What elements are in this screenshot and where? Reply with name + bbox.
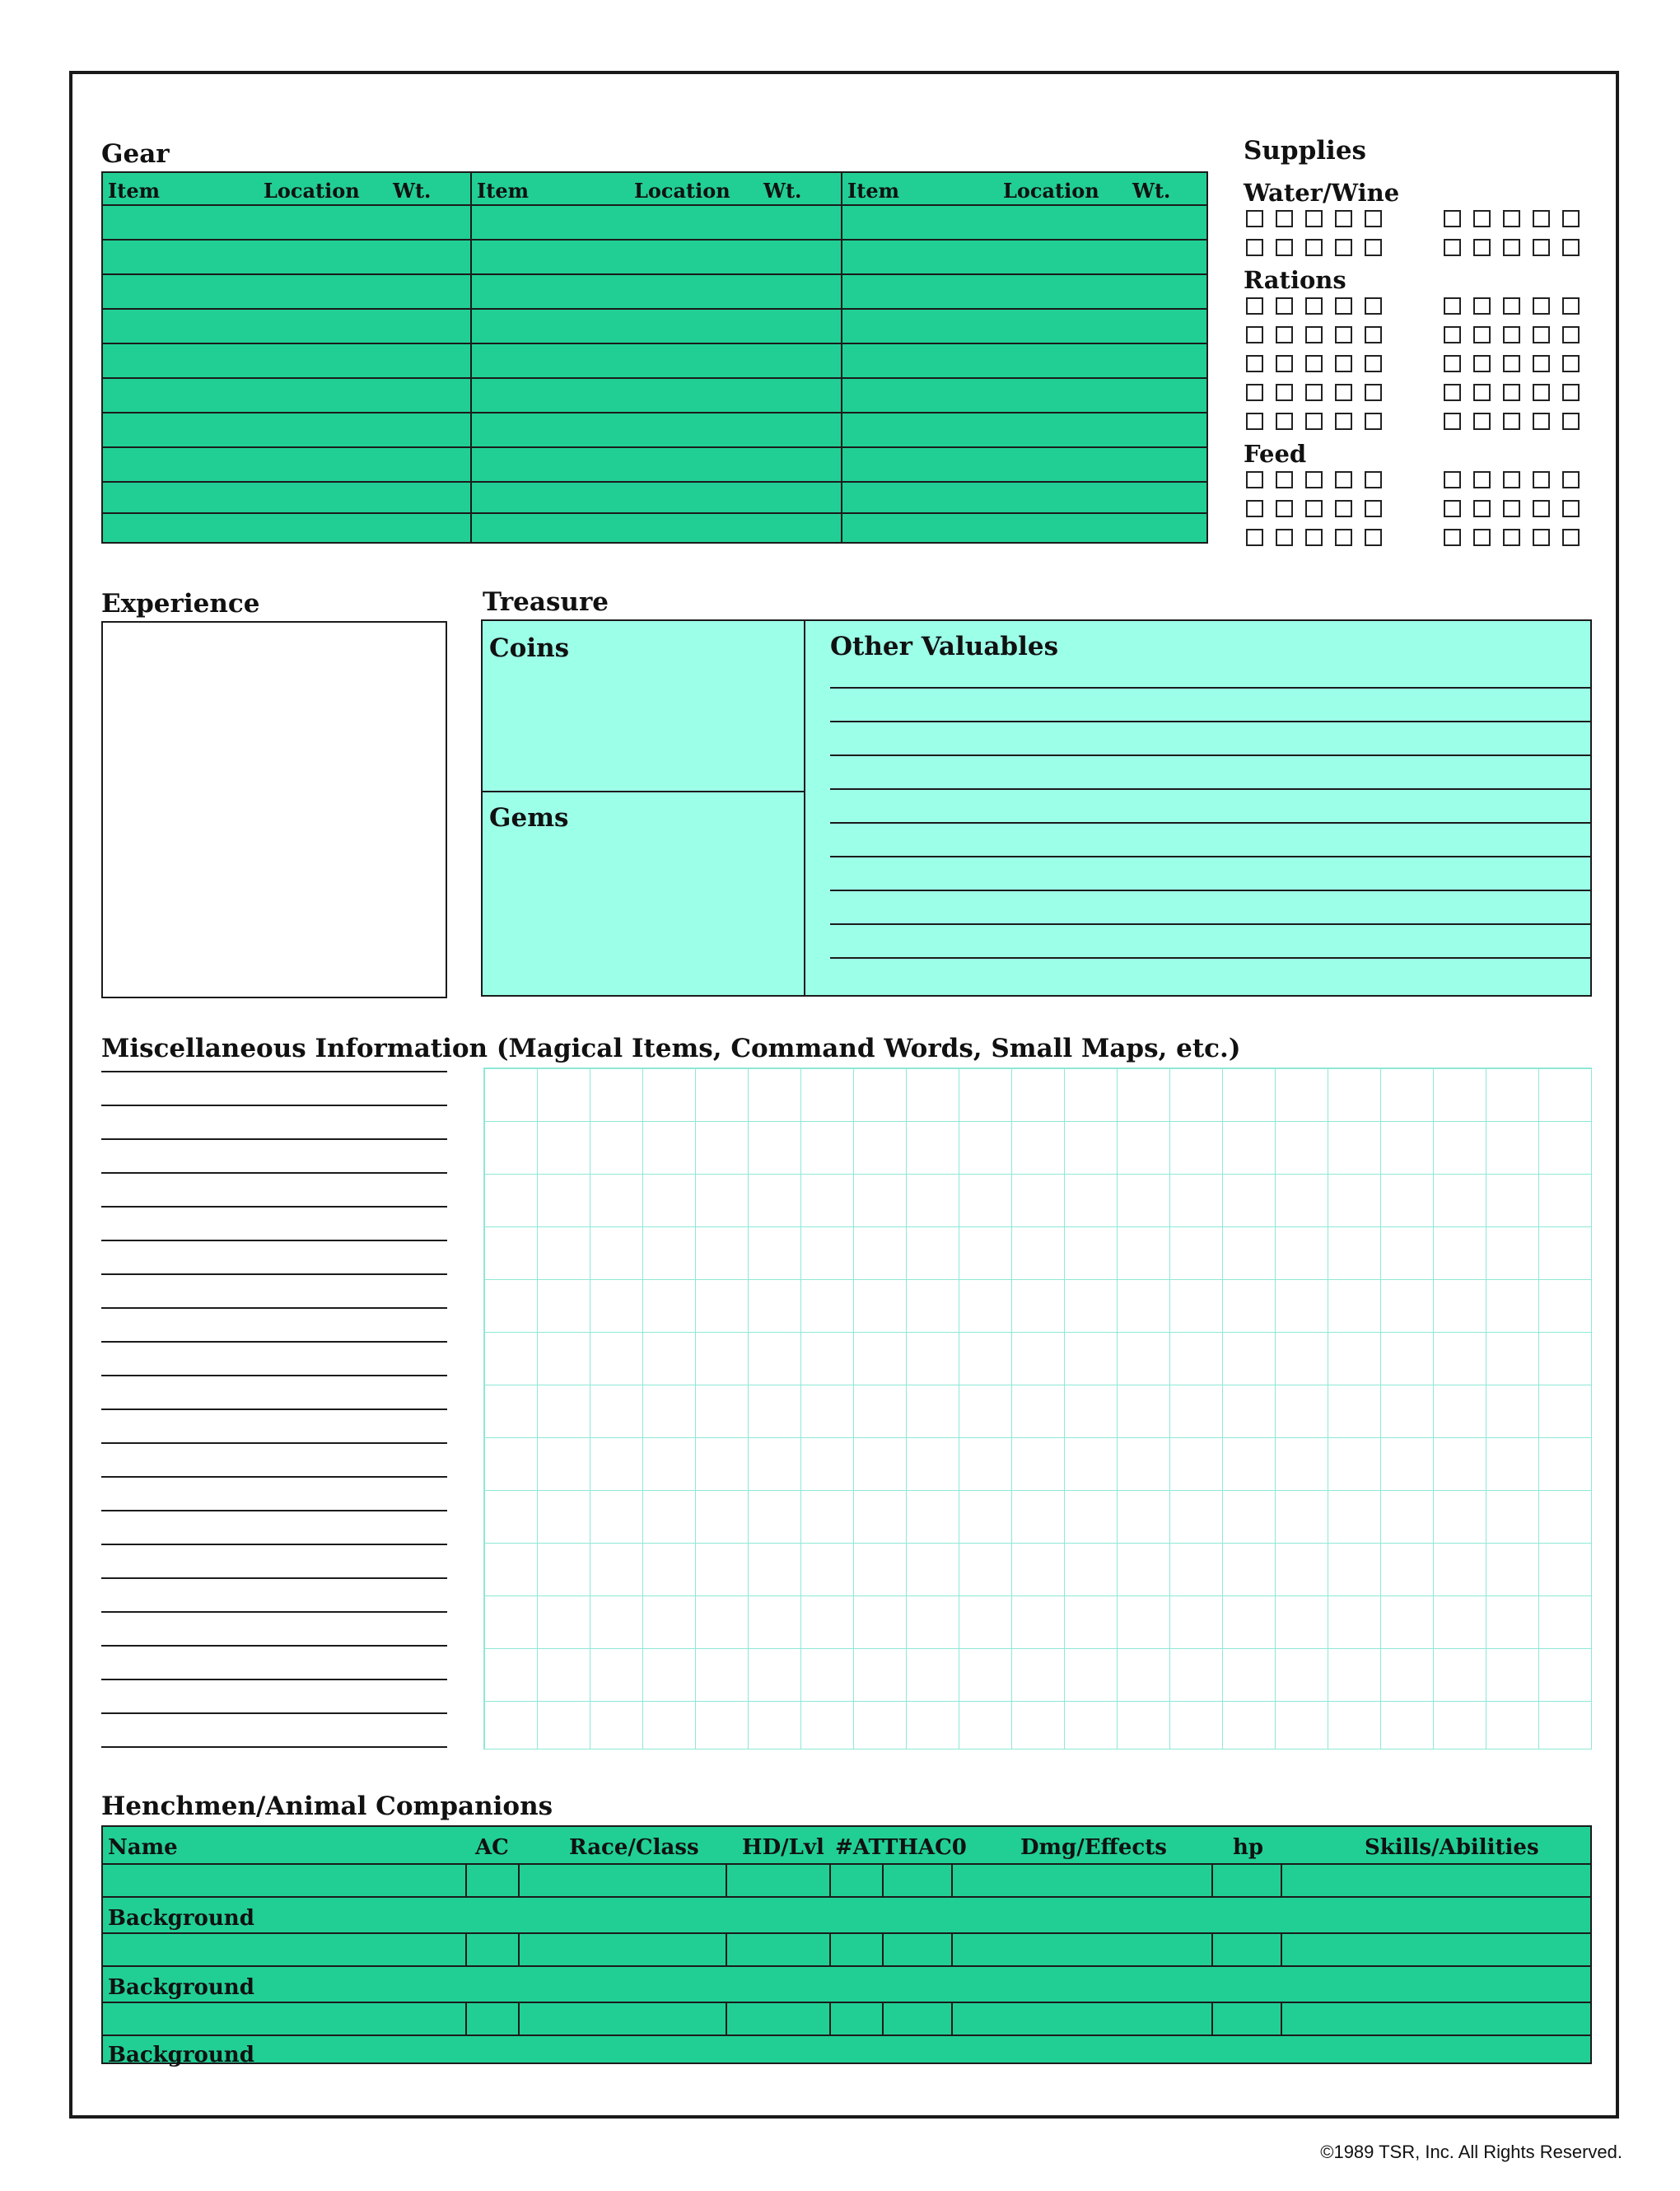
supply-checkbox[interactable] (1335, 384, 1352, 401)
rations-checkbox-row (1444, 384, 1580, 401)
rations-checkbox-row (1444, 326, 1580, 343)
hench-col-divider (518, 2002, 520, 2034)
feed-label: Feed (1244, 440, 1307, 468)
supply-checkbox[interactable] (1444, 471, 1461, 488)
gear-row-line (103, 308, 1206, 310)
gear-header-item: Item (477, 179, 529, 203)
hench-col-divider (829, 1863, 831, 1896)
rations-checkbox-row (1246, 355, 1382, 372)
gear-header-wt: Wt. (763, 179, 802, 203)
valuables-line[interactable] (830, 687, 1590, 689)
supply-checkbox[interactable] (1365, 413, 1382, 430)
misc-line[interactable] (101, 1206, 447, 1208)
water-wine-label: Water/Wine (1244, 179, 1400, 207)
supply-checkbox[interactable] (1246, 413, 1263, 430)
misc-line[interactable] (101, 1510, 447, 1511)
supply-checkbox[interactable] (1473, 413, 1491, 430)
supply-checkbox[interactable] (1444, 297, 1461, 315)
hench-row-line (103, 1863, 1590, 1865)
misc-line[interactable] (101, 1746, 447, 1748)
supply-checkbox[interactable] (1503, 500, 1520, 517)
gear-col-divider (470, 173, 472, 542)
misc-subtitle: (Magical Items, Command Words, Small Maps, etc.) (496, 1034, 1241, 1063)
supply-checkbox[interactable] (1473, 384, 1491, 401)
supply-checkbox[interactable] (1365, 210, 1382, 227)
gems-label: Gems (489, 803, 569, 833)
hench-header-hd-lvl: HD/Lvl (742, 1835, 824, 1860)
supplies-title: Supplies (1244, 136, 1367, 166)
supply-checkbox[interactable] (1444, 413, 1461, 430)
hench-col-divider (882, 1863, 884, 1896)
hench-col-divider (951, 1932, 953, 1965)
other-valuables-label: Other Valuables (830, 632, 1059, 661)
treasure-divider (804, 621, 805, 995)
experience-box[interactable] (101, 621, 447, 998)
misc-line[interactable] (101, 1240, 447, 1241)
feed-checkbox-row (1444, 500, 1580, 517)
supply-checkbox[interactable] (1246, 210, 1263, 227)
gear-title: Gear (101, 139, 170, 169)
supply-checkbox[interactable] (1335, 500, 1352, 517)
supply-checkbox[interactable] (1533, 413, 1550, 430)
hench-col-divider (465, 1863, 467, 1896)
supply-checkbox[interactable] (1276, 384, 1293, 401)
hench-col-divider (1211, 1932, 1213, 1965)
feed-checkbox-row (1444, 471, 1580, 488)
supply-checkbox[interactable] (1562, 210, 1580, 227)
hench-col-divider (726, 1863, 727, 1896)
supply-checkbox[interactable] (1335, 355, 1352, 372)
supply-checkbox[interactable] (1473, 210, 1491, 227)
hench-col-divider (829, 1932, 831, 1965)
rations-checkbox-row (1246, 326, 1382, 343)
supply-checkbox[interactable] (1562, 239, 1580, 256)
valuables-line[interactable] (830, 822, 1590, 824)
water-wine-checkbox-row (1444, 210, 1580, 227)
misc-line[interactable] (101, 1341, 447, 1343)
supply-checkbox[interactable] (1335, 529, 1352, 546)
gear-col-divider (841, 173, 842, 542)
hench-col-divider (1281, 2002, 1282, 2034)
gear-row-line (103, 343, 1206, 344)
supply-checkbox[interactable] (1444, 500, 1461, 517)
water-wine-checkbox-row (1246, 239, 1382, 256)
henchmen-title: Henchmen/Animal Companions (101, 1792, 553, 1821)
supply-checkbox[interactable] (1473, 297, 1491, 315)
misc-line[interactable] (101, 1273, 447, 1275)
hench-header-skills: Skills/Abilities (1365, 1835, 1539, 1860)
supply-checkbox[interactable] (1365, 355, 1382, 372)
supply-checkbox[interactable] (1444, 326, 1461, 343)
supply-checkbox[interactable] (1335, 326, 1352, 343)
supply-checkbox[interactable] (1276, 239, 1293, 256)
hench-col-divider (518, 1863, 520, 1896)
supply-checkbox[interactable] (1533, 529, 1550, 546)
supply-checkbox[interactable] (1503, 413, 1520, 430)
hench-col-divider (882, 2002, 884, 2034)
hench-col-divider (518, 1932, 520, 1965)
hench-col-divider (829, 2002, 831, 2034)
supply-checkbox[interactable] (1503, 210, 1520, 227)
gear-row-line (103, 412, 1206, 413)
background-label: Background (108, 1975, 254, 2000)
supply-checkbox[interactable] (1305, 355, 1323, 372)
valuables-line[interactable] (830, 890, 1590, 891)
supply-checkbox[interactable] (1503, 297, 1520, 315)
copyright-notice: ©1989 TSR, Inc. All Rights Reserved. (1320, 2142, 1622, 2162)
supply-checkbox[interactable] (1533, 210, 1550, 227)
supply-checkbox[interactable] (1562, 413, 1580, 430)
misc-line[interactable] (101, 1577, 447, 1579)
supply-checkbox[interactable] (1335, 297, 1352, 315)
experience-title: Experience (101, 589, 260, 619)
supply-checkbox[interactable] (1276, 210, 1293, 227)
gear-row-line (103, 273, 1206, 275)
supply-checkbox[interactable] (1365, 529, 1382, 546)
supply-checkbox[interactable] (1246, 529, 1263, 546)
misc-title-text: Miscellaneous Information (101, 1034, 488, 1063)
hench-col-divider (465, 2002, 467, 2034)
supply-checkbox[interactable] (1276, 500, 1293, 517)
supply-checkbox[interactable] (1276, 413, 1293, 430)
hench-col-divider (1211, 2002, 1213, 2034)
gear-header-wt: Wt. (1132, 179, 1171, 203)
supply-checkbox[interactable] (1246, 297, 1263, 315)
misc-line[interactable] (101, 1645, 447, 1647)
feed-checkbox-row (1246, 500, 1382, 517)
supply-checkbox[interactable] (1473, 529, 1491, 546)
misc-line[interactable] (101, 1172, 447, 1174)
supply-checkbox[interactable] (1503, 384, 1520, 401)
rations-checkbox-row (1444, 413, 1580, 430)
misc-line[interactable] (101, 1476, 447, 1478)
valuables-line[interactable] (830, 721, 1590, 722)
treasure-title: Treasure (483, 587, 609, 617)
supply-checkbox[interactable] (1562, 355, 1580, 372)
hench-col-divider (1281, 1863, 1282, 1896)
valuables-line[interactable] (830, 788, 1590, 790)
supply-checkbox[interactable] (1562, 471, 1580, 488)
supply-checkbox[interactable] (1562, 326, 1580, 343)
supply-checkbox[interactable] (1365, 326, 1382, 343)
supply-checkbox[interactable] (1444, 355, 1461, 372)
supply-checkbox[interactable] (1276, 471, 1293, 488)
supply-checkbox[interactable] (1503, 326, 1520, 343)
supply-checkbox[interactable] (1335, 210, 1352, 227)
misc-line[interactable] (101, 1307, 447, 1309)
supply-checkbox[interactable] (1246, 355, 1263, 372)
gear-header-location: Location (1003, 179, 1099, 203)
hench-row-line (103, 1965, 1590, 1967)
misc-line[interactable] (101, 1071, 447, 1072)
supply-checkbox[interactable] (1444, 239, 1461, 256)
hench-row-line (103, 2034, 1590, 2036)
supply-checkbox[interactable] (1444, 384, 1461, 401)
rations-checkbox-row (1444, 297, 1580, 315)
supply-checkbox[interactable] (1246, 500, 1263, 517)
supply-checkbox[interactable] (1533, 500, 1550, 517)
valuables-line[interactable] (830, 754, 1590, 756)
supply-checkbox[interactable] (1365, 500, 1382, 517)
feed-checkbox-row (1246, 529, 1382, 546)
misc-line[interactable] (101, 1712, 447, 1714)
hench-row-line (103, 1896, 1590, 1898)
supply-checkbox[interactable] (1533, 355, 1550, 372)
misc-line[interactable] (101, 1408, 447, 1410)
supply-checkbox[interactable] (1562, 384, 1580, 401)
misc-line[interactable] (101, 1375, 447, 1376)
supply-checkbox[interactable] (1246, 239, 1263, 256)
valuables-line[interactable] (830, 957, 1590, 959)
supply-checkbox[interactable] (1365, 384, 1382, 401)
coins-label: Coins (489, 633, 570, 663)
gear-row-line (103, 481, 1206, 483)
supply-checkbox[interactable] (1473, 239, 1491, 256)
supply-checkbox[interactable] (1533, 297, 1550, 315)
gear-table (101, 171, 1208, 544)
misc-line[interactable] (101, 1442, 447, 1444)
valuables-line[interactable] (830, 923, 1590, 925)
supply-checkbox[interactable] (1305, 500, 1323, 517)
supply-checkbox[interactable] (1246, 384, 1263, 401)
gear-row-line (103, 512, 1206, 514)
hench-col-divider (951, 2002, 953, 2034)
supply-checkbox[interactable] (1335, 471, 1352, 488)
misc-title (101, 1036, 1241, 1062)
supply-checkbox[interactable] (1503, 471, 1520, 488)
supply-checkbox[interactable] (1246, 471, 1263, 488)
supply-checkbox[interactable] (1305, 297, 1323, 315)
supply-checkbox[interactable] (1533, 384, 1550, 401)
supply-checkbox[interactable] (1305, 239, 1323, 256)
hench-header-ac: AC (475, 1835, 509, 1860)
hench-header-race-class: Race/Class (569, 1835, 699, 1860)
background-label: Background (108, 2043, 254, 2067)
supply-checkbox[interactable] (1444, 529, 1461, 546)
valuables-line[interactable] (830, 856, 1590, 857)
water-wine-checkbox-row (1246, 210, 1382, 227)
misc-line[interactable] (101, 1611, 447, 1613)
hench-row-line (103, 2002, 1590, 2003)
gear-row-line (103, 446, 1206, 448)
supply-checkbox[interactable] (1533, 239, 1550, 256)
supply-checkbox[interactable] (1562, 529, 1580, 546)
hench-header-hp: hp (1233, 1835, 1264, 1860)
gear-header-wt: Wt. (393, 179, 432, 203)
rations-label: Rations (1244, 266, 1346, 294)
gear-header-item: Item (847, 179, 899, 203)
treasure-box (481, 619, 1592, 997)
supply-checkbox[interactable] (1305, 413, 1323, 430)
supply-checkbox[interactable] (1444, 210, 1461, 227)
supply-checkbox[interactable] (1365, 239, 1382, 256)
supply-checkbox[interactable] (1365, 297, 1382, 315)
supply-checkbox[interactable] (1276, 355, 1293, 372)
gear-row-line (103, 377, 1206, 379)
misc-line[interactable] (101, 1679, 447, 1680)
hench-col-divider (1281, 1932, 1282, 1965)
misc-line[interactable] (101, 1105, 447, 1106)
supply-checkbox[interactable] (1533, 471, 1550, 488)
supply-checkbox[interactable] (1533, 326, 1550, 343)
hench-col-divider (726, 1932, 727, 1965)
supply-checkbox[interactable] (1305, 471, 1323, 488)
supply-checkbox[interactable] (1473, 355, 1491, 372)
hench-header-name: Name (108, 1835, 178, 1860)
supply-checkbox[interactable] (1473, 326, 1491, 343)
gear-header-item: Item (108, 179, 160, 203)
rations-checkbox-row (1246, 413, 1382, 430)
gear-header-location: Location (634, 179, 730, 203)
hench-header-dmg-effects: Dmg/Effects (1020, 1835, 1167, 1860)
supply-checkbox[interactable] (1365, 471, 1382, 488)
supply-checkbox[interactable] (1335, 239, 1352, 256)
hench-header-thac0: THAC0 (882, 1835, 967, 1860)
background-label: Background (108, 1906, 254, 1931)
supply-checkbox[interactable] (1276, 297, 1293, 315)
supply-checkbox[interactable] (1473, 471, 1491, 488)
henchmen-table (101, 1825, 1592, 2067)
gear-row-line (103, 204, 1206, 206)
supply-checkbox[interactable] (1305, 529, 1323, 546)
supply-checkbox[interactable] (1503, 355, 1520, 372)
supply-checkbox[interactable] (1335, 413, 1352, 430)
hench-col-divider (465, 1932, 467, 1965)
supply-checkbox[interactable] (1473, 500, 1491, 517)
rations-checkbox-row (1444, 355, 1580, 372)
supply-checkbox[interactable] (1276, 326, 1293, 343)
gear-header-location: Location (264, 179, 360, 203)
rations-checkbox-row (1246, 384, 1382, 401)
supply-checkbox[interactable] (1276, 529, 1293, 546)
misc-line[interactable] (101, 1138, 447, 1140)
supply-checkbox[interactable] (1562, 297, 1580, 315)
hench-col-divider (951, 1863, 953, 1896)
hench-col-divider (882, 1932, 884, 1965)
misc-line[interactable] (101, 1544, 447, 1545)
water-wine-checkbox-row (1444, 239, 1580, 256)
supply-checkbox[interactable] (1503, 239, 1520, 256)
supply-checkbox[interactable] (1305, 384, 1323, 401)
supply-checkbox[interactable] (1305, 326, 1323, 343)
map-grid[interactable] (483, 1067, 1592, 1750)
supply-checkbox[interactable] (1503, 529, 1520, 546)
supply-checkbox[interactable] (1246, 326, 1263, 343)
hench-row-line (103, 1932, 1590, 1934)
hench-col-divider (726, 2002, 727, 2034)
treasure-divider (483, 791, 804, 792)
gear-row-line (103, 239, 1206, 241)
feed-checkbox-row (1246, 471, 1382, 488)
feed-checkbox-row (1444, 529, 1580, 546)
supply-checkbox[interactable] (1562, 500, 1580, 517)
supply-checkbox[interactable] (1305, 210, 1323, 227)
hench-col-divider (1211, 1863, 1213, 1896)
hench-header-at: #AT (835, 1835, 884, 1860)
rations-checkbox-row (1246, 297, 1382, 315)
